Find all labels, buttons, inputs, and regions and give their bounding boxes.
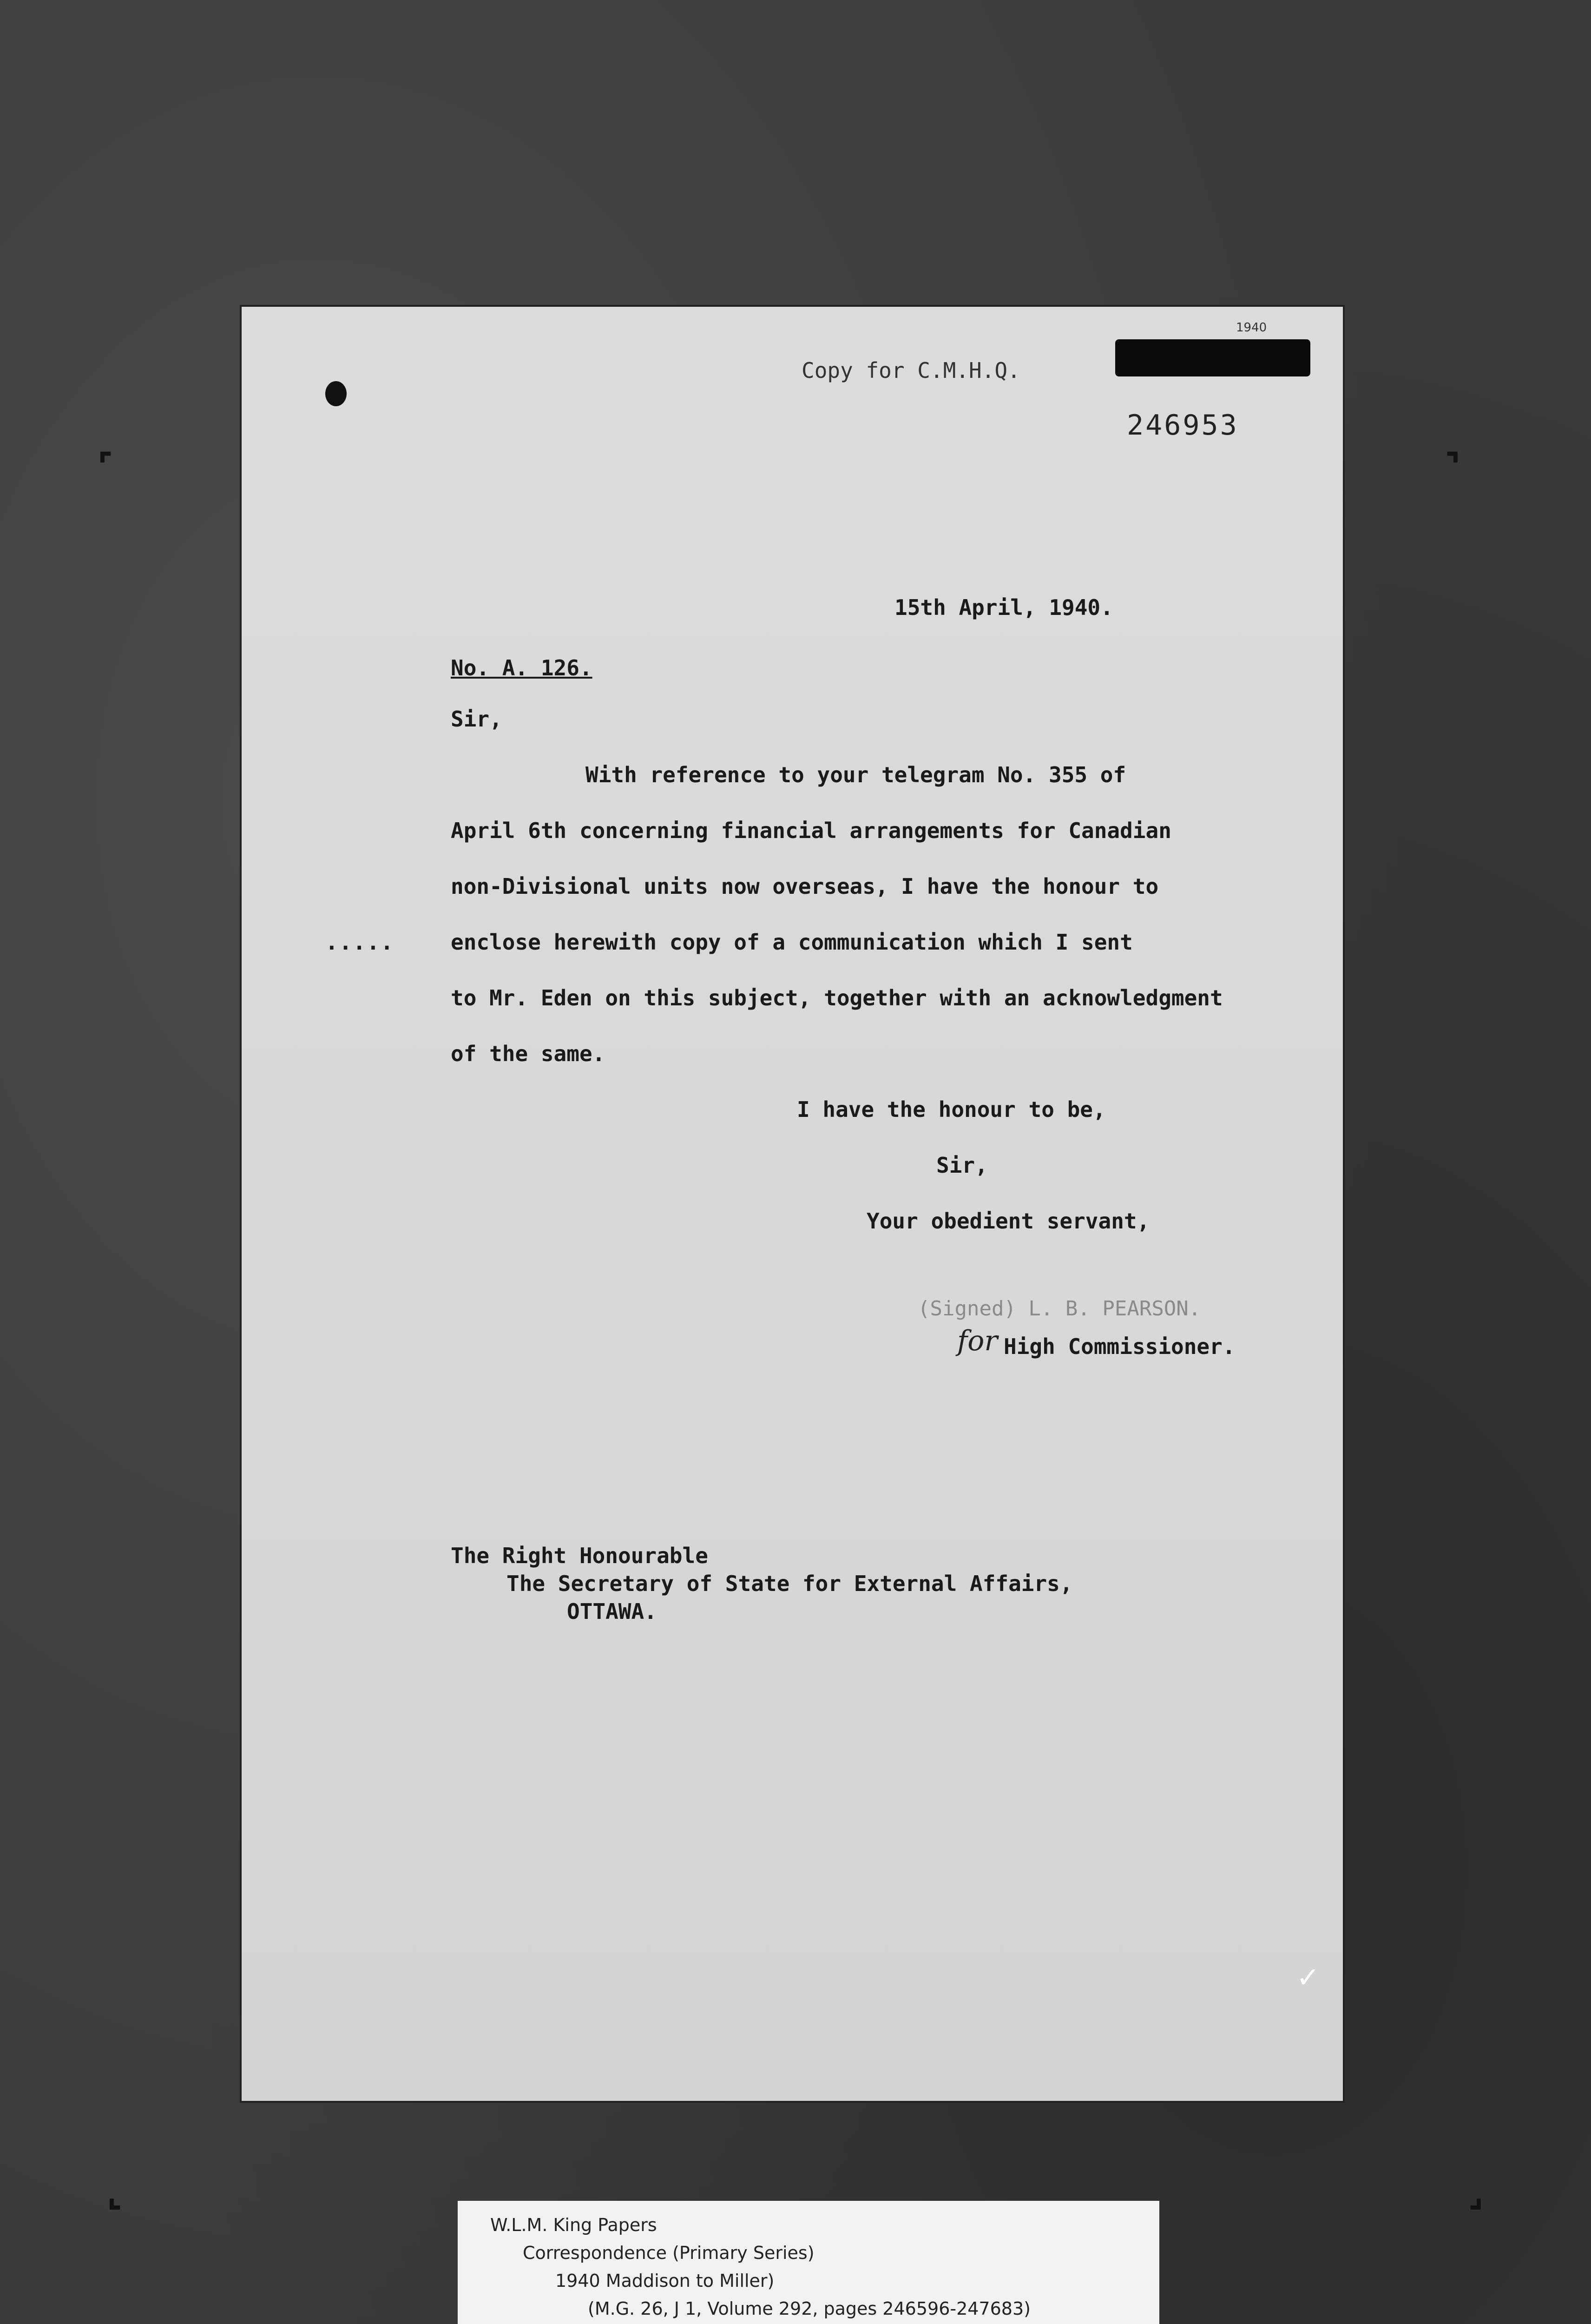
catalog-line-4: (M.G. 26, J 1, Volume 292, pages 246596-247683) bbox=[588, 2298, 1031, 2319]
letter-sheet bbox=[242, 307, 1343, 2101]
frame-corner-mark-bottom-left: ⌞ bbox=[107, 2175, 122, 2213]
signature-stamp: (Signed) L. B. PEARSON. bbox=[918, 1297, 1201, 1320]
page-number: 246953 bbox=[1127, 409, 1239, 442]
frame-corner-mark-left: ⌜ bbox=[98, 446, 113, 484]
redaction-bar bbox=[1115, 339, 1310, 376]
closing-line-2: Sir, bbox=[936, 1153, 988, 1178]
frame-corner-mark-bottom-right: ⌟ bbox=[1468, 2175, 1484, 2213]
addressee-line-2: The Secretary of State for External Affairs, bbox=[506, 1571, 1073, 1596]
letter-date: 15th April, 1940. bbox=[894, 595, 1113, 620]
punch-hole-icon bbox=[325, 381, 347, 406]
body-line-5: to Mr. Eden on this subject, together with an acknowledgment bbox=[451, 985, 1223, 1010]
body-line-3: non-Divisional units now overseas, I have the honour to bbox=[451, 874, 1159, 899]
catalog-label-card bbox=[458, 2201, 1159, 2324]
catalog-line-1: W.L.M. King Papers bbox=[490, 2215, 657, 2235]
addressee-line-1: The Right Honourable bbox=[451, 1543, 708, 1568]
frame-corner-mark-right: ⌝ bbox=[1445, 446, 1460, 484]
closing-line-1: I have the honour to be, bbox=[797, 1097, 1106, 1122]
margin-marker: ..... bbox=[325, 930, 394, 955]
closing-line-3: Your obedient servant, bbox=[867, 1208, 1150, 1234]
addressee-line-3: OTTAWA. bbox=[567, 1599, 657, 1624]
signature-title: High Commissioner. bbox=[1004, 1334, 1236, 1359]
reference-number: No. A. 126. bbox=[451, 655, 592, 680]
salutation: Sir, bbox=[451, 706, 502, 732]
catalog-line-2: Correspondence (Primary Series) bbox=[523, 2243, 815, 2263]
body-line-1: With reference to your telegram No. 355 of bbox=[585, 762, 1126, 787]
letter-paper bbox=[242, 307, 1343, 2101]
check-mark-icon: ✓ bbox=[1296, 1961, 1320, 1994]
body-line-2: April 6th concerning financial arrangements for Canadian bbox=[451, 818, 1171, 843]
year-note: 1940 bbox=[1236, 321, 1267, 335]
copy-label: Copy for C.M.H.Q. bbox=[802, 358, 1020, 383]
body-line-6: of the same. bbox=[451, 1041, 605, 1066]
body-line-4: enclose herewith copy of a communication which I sent bbox=[451, 930, 1133, 955]
handwritten-for: for bbox=[957, 1325, 998, 1357]
catalog-line-3: 1940 Maddison to Miller) bbox=[555, 2271, 775, 2291]
